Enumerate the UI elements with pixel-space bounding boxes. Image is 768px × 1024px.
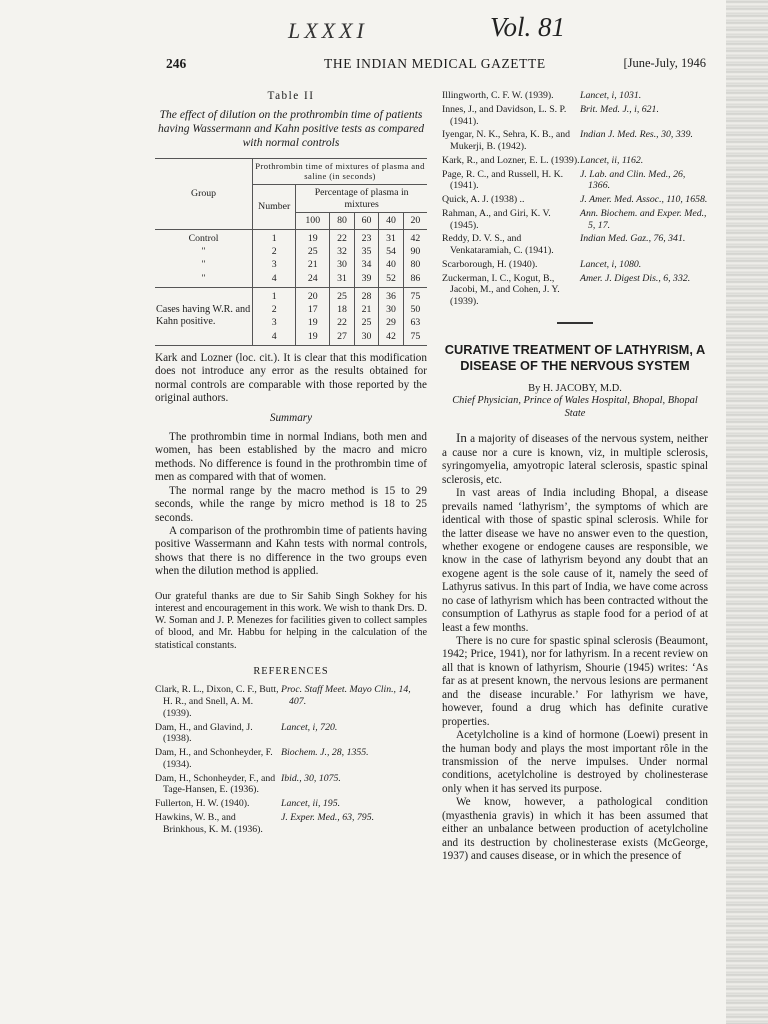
ref-authors: Clark, R. L., Dixon, C. F., Butt, H. R., and Snell, A. M. (1939). <box>155 684 279 719</box>
reference-entry <box>442 155 708 167</box>
reference-entry <box>442 273 708 308</box>
ref-source: Proc. Staff Meet. Mayo Clin., 14, 407. <box>281 684 411 708</box>
table-cell: 19 <box>307 317 318 329</box>
cases-60-cell <box>354 287 379 345</box>
table-cell: 17 <box>307 304 318 316</box>
table-cell: 4 <box>271 272 277 284</box>
table-cell: 40 <box>386 259 396 271</box>
pct-col-header: 60 <box>354 213 379 230</box>
table-cell: 19 <box>307 233 318 245</box>
table-cell: 30 <box>361 330 372 342</box>
control-100-cell <box>296 230 330 288</box>
reference-entry <box>442 129 708 153</box>
ref-authors: Zuckerman, I. C., Kogut, B., Jacobi, M., and Cohen, J. Y. (1939). <box>442 272 560 307</box>
table-cell: 27 <box>337 330 347 342</box>
cases-80-cell <box>330 287 355 345</box>
table-cell: 50 <box>410 304 421 316</box>
number-header: Number <box>253 184 296 229</box>
table-cell: 54 <box>386 246 396 258</box>
ref-authors: Dam, H., and Glavind, J. (1938). <box>155 721 253 745</box>
table-cell: 25 <box>307 246 318 258</box>
reference-entry <box>155 747 427 771</box>
table-cell: 25 <box>361 317 372 329</box>
percentage-header: Percentage of plasma in mixtures <box>296 184 427 213</box>
time-span-header: Prothrombin time of mixtures of plasma and saline (in seconds) <box>253 159 427 185</box>
article-paragraph: In vast areas of India including Bhopal, a disease prevails named ‘lathyrism’, the symptoms of which are identical with those of spastic spinal sclerosis. While for the latter disease we have no answer even to the question, whether exogene or endogene causes are responsible, we know in the case of lathyrism beyond any doubt that an exogene agent is the sole cause of it, namely the seed of Lathyrus sativus. In this part of India, we have come across no case of lathyrism which has been contracted without the consumption of Lathyrus as staple food for a period of at least a few months. <box>442 487 708 634</box>
table-cell: 34 <box>361 259 372 271</box>
table-cell: 90 <box>410 246 421 258</box>
table-cell: 2 <box>271 246 277 258</box>
control-number-cell <box>253 230 296 288</box>
ref-authors: Illingworth, C. F. W. (1939). <box>442 90 554 101</box>
summary-paragraph: The prothrombin time in normal Indians, both men and women, has been established by the macro and micro methods. No difference is found in the prothrombin time of men as compared with that of women. <box>155 430 427 484</box>
section-divider <box>557 322 593 324</box>
reference-entry <box>442 194 708 206</box>
table-cell: 22 <box>337 317 347 329</box>
reference-entry <box>442 233 708 257</box>
table-title: The effect of dilution on the prothrombin time of patients having Wassermann and Kahn positive tests as compared with normal controls <box>157 108 425 150</box>
control-group-cell <box>155 230 253 288</box>
references-heading: REFERENCES <box>253 665 329 677</box>
summary-paragraph: The normal range by the macro method is 15 to 29 seconds, while the range by micro method is 18 to 25 seconds. <box>155 484 427 524</box>
cases-40-cell <box>379 287 404 345</box>
cases-100-cell <box>296 287 330 345</box>
prothrombin-dilution-table <box>155 158 427 346</box>
table-cell: 18 <box>337 304 347 316</box>
table-cell: 63 <box>410 317 421 329</box>
table-cell: 25 <box>337 290 347 302</box>
cases-label: Cases having W.R. and Kahn positive. <box>155 287 253 345</box>
ref-source: J. Lab. and Clin. Med., 26, 1366. <box>580 168 686 192</box>
ditto-mark: " <box>201 246 206 258</box>
reference-entry <box>155 773 427 797</box>
control-60-cell <box>354 230 379 288</box>
ref-authors: Hawkins, W. B., and Brinkhous, K. M. (1936). <box>155 811 263 835</box>
article-paragraph: We know, however, a pathological condition (myasthenia gravis) in which it has been assumed that either an unbalance between production of acetylcholine and its destruction by cholinesterase exists (McGeorge, 1937) and causes disease, or in which the presence of <box>442 796 708 863</box>
cases-rows <box>155 287 427 345</box>
table-cell: 20 <box>307 290 318 302</box>
table-cell: 21 <box>361 304 372 316</box>
ditto-mark: " <box>201 259 206 271</box>
first-paragraph-text: a majority of diseases of the nervous system, neither a cause nor a cure is known, viz, in multiple sclerosis, syringomyelia, amyotropic lateral sclerosis, spastic spinal sclerosis, etc. <box>442 433 708 486</box>
table-cell: 21 <box>307 259 318 271</box>
pct-col-header: 80 <box>330 213 355 230</box>
reference-entry <box>155 798 427 810</box>
ref-source: J. Exper. Med., 63, 795. <box>281 811 375 823</box>
reference-entry <box>442 169 708 193</box>
intro-paragraph: Kark and Lozner (loc. cit.). It is clear that this modification does not introduce any error as the results obtained for normal controls are comparable with those reported by the original authors. <box>155 351 427 405</box>
ref-authors: Reddy, D. V. S., and Venkataramiah, C. (1941). <box>442 233 554 256</box>
summary-paragraph: A comparison of the prothrombin time of patients having positive Wassermann and Kahn tests with normal controls, shows that there is no difference in the two groups even when the dilution method is applied. <box>155 525 427 578</box>
reference-entry <box>442 90 708 102</box>
ref-source: Ibid., 30, 1075. <box>281 772 341 784</box>
control-20-cell <box>403 230 427 288</box>
running-header <box>166 56 706 76</box>
ref-authors: Quick, A. J. (1938) .. <box>442 194 525 205</box>
table-cell: 35 <box>361 246 372 258</box>
table-cell: 39 <box>361 272 372 284</box>
ref-source: Indian J. Med. Res., 30, 339. <box>580 129 693 141</box>
byline: By H. JACOBY, M.D. <box>528 383 622 394</box>
table-cell: 1 <box>271 290 277 302</box>
ref-source: Lancet, i, 1031. <box>580 90 642 101</box>
ref-authors: Kark, R., and Lozner, E. L. (1939). <box>442 154 580 166</box>
table-cell: 31 <box>386 233 396 245</box>
group-header: Group <box>155 159 253 230</box>
ditto-mark: " <box>201 272 206 284</box>
ref-authors: Scarborough, H. (1940). <box>442 258 538 270</box>
table-cell: 19 <box>307 330 318 342</box>
table-cell: 30 <box>337 259 347 271</box>
handwritten-volume: Vol. 81 <box>490 12 566 42</box>
reference-entry <box>155 722 427 746</box>
table-cell: 32 <box>337 246 347 258</box>
table-cell: 36 <box>386 290 396 302</box>
control-label: Control <box>188 233 219 245</box>
ref-source: J. Amer. Med. Assoc., 110, 1658. <box>580 194 708 205</box>
article-title: CURATIVE TREATMENT OF LATHYRISM, A DISEASE OF THE NERVOUS SYSTEM <box>444 341 706 374</box>
table-cell: 30 <box>386 304 396 316</box>
article-paragraph: There is no cure for spastic spinal sclerosis (Beaumont, 1942; Price, 1941), nor for lathyrism. In a recent review on all that is known of lathyrism, Shourie (1945) writes: ‘As far as at present known, the nervous lesions are permanent and the disease incurable.’ For lathyrism we have, however, found a drug which has definite curative properties. <box>442 635 708 728</box>
ref-authors: Page, R. C., and Russell, H. K. (1941). <box>442 168 564 192</box>
ref-authors: Iyengar, N. K., Sehra, K. B., and Mukerji, B. (1942). <box>442 129 571 152</box>
table-cell: 75 <box>410 330 421 342</box>
handwritten-note: LXXXI <box>288 18 368 43</box>
table-cell: 23 <box>361 233 372 245</box>
scan-edge <box>726 0 768 1024</box>
right-column <box>442 90 708 863</box>
left-column <box>155 90 427 837</box>
control-rows <box>155 230 427 288</box>
pct-col-header: 40 <box>379 213 404 230</box>
table-cell: 3 <box>271 317 277 329</box>
ref-authors: Fullerton, H. W. (1940). <box>155 798 250 810</box>
reference-entry <box>442 104 708 128</box>
table-cell: 28 <box>361 290 372 302</box>
issue-date: [June-July, 1946 <box>623 56 706 70</box>
table-cell: 24 <box>307 272 318 284</box>
ref-authors: Dam, H., and Schonheyder, F. (1934). <box>155 747 273 770</box>
article-paragraph: Acetylcholine is a kind of hormone (Loewi) present in the human body and plays the most important rôle in the transmission of the nerve impulses. Under normal conditions, acetylcholine is destroyed by cholinesterase only when it has served its purpose. <box>442 729 708 795</box>
table-cell: 52 <box>386 272 396 284</box>
cases-number-cell <box>253 287 296 345</box>
ref-source: Lancet, ii, 1162. <box>580 154 644 166</box>
table-cell: 42 <box>386 330 396 342</box>
table-cell: 4 <box>271 330 277 342</box>
reference-list <box>155 684 427 835</box>
ref-source: Lancet, i, 720. <box>281 721 338 733</box>
ref-source: Ann. Biochem. and Exper. Med., 5, 17. <box>580 207 707 231</box>
table-cell: 75 <box>410 290 421 302</box>
page-number: 246 <box>166 56 187 71</box>
pct-col-header: 20 <box>403 213 427 230</box>
control-40-cell <box>379 230 404 288</box>
reference-list-continued <box>442 90 708 308</box>
reference-entry <box>155 684 427 719</box>
ref-source: Brit. Med. J., i, 621. <box>580 103 659 115</box>
cases-20-cell <box>403 287 427 345</box>
table-cell: 31 <box>337 272 347 284</box>
ref-authors: Dam, H., Schonheyder, F., and Tage-Hansen, E. (1936). <box>155 772 276 796</box>
acknowledgement: Our grateful thanks are due to Sir Sahib Singh Sokhey for his interest and encouragement in this work. We wish to thank Drs. D. W. Soman and J. P. Menezes for facilities given to collect samples of blood, and Mr. Habbu for helping in the calculation of the statistical constants. <box>155 590 427 651</box>
pct-col-header: 100 <box>296 213 330 230</box>
article-first-paragraph <box>442 430 708 487</box>
ref-authors: Rahman, A., and Giri, K. V. (1945). <box>442 207 551 231</box>
ref-source: Lancet, ii, 195. <box>281 798 341 810</box>
table-cell: 1 <box>271 233 277 245</box>
journal-title: THE INDIAN MEDICAL GAZETTE <box>324 56 546 71</box>
ref-authors: Innes, J., and Davidson, L. S. P. (1941). <box>442 103 567 127</box>
control-80-cell <box>330 230 355 288</box>
table-caption: Table II <box>267 90 315 102</box>
reference-entry <box>442 259 708 271</box>
affiliation: Chief Physician, Prince of Wales Hospital, Bhopal, Bhopal State <box>452 395 698 419</box>
ref-source: Biochem. J., 28, 1355. <box>281 747 369 759</box>
table-cell: 80 <box>410 259 421 271</box>
summary-heading: Summary <box>269 411 313 424</box>
table-cell: 42 <box>410 233 421 245</box>
reference-entry <box>442 208 708 232</box>
drop-cap: In <box>456 430 467 446</box>
table-cell: 22 <box>337 233 347 245</box>
table-cell: 29 <box>386 317 396 329</box>
reference-entry <box>155 812 427 836</box>
table-cell: 3 <box>271 259 277 271</box>
ref-source: Indian Med. Gaz., 76, 341. <box>580 233 686 245</box>
ref-source: Lancet, i, 1080. <box>580 258 642 270</box>
table-cell: 86 <box>410 272 421 284</box>
table-cell: 2 <box>271 304 277 316</box>
ref-source: Amer. J. Digest Dis., 6, 332. <box>580 272 691 284</box>
